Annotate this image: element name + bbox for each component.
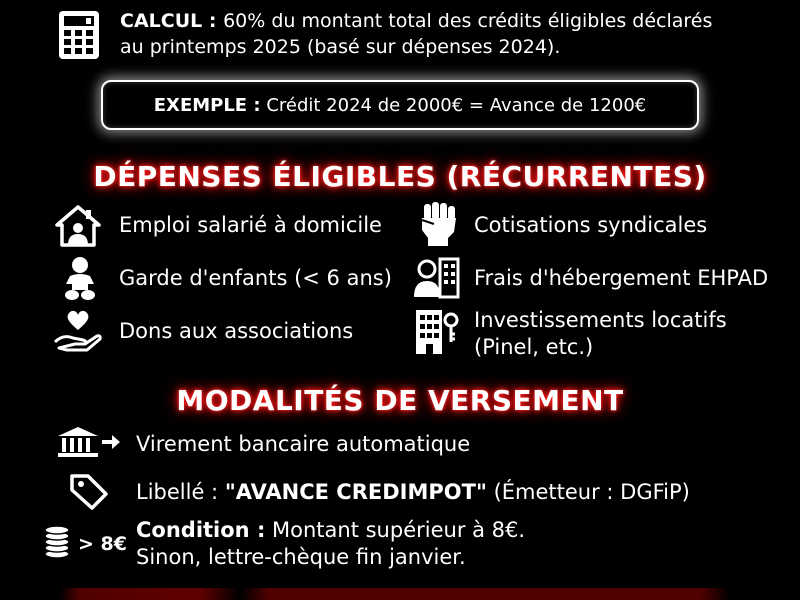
item-investissements bbox=[474, 307, 727, 361]
baby-icon bbox=[62, 256, 98, 302]
item-investissements-line1: Investissements locatifs bbox=[474, 308, 727, 332]
example-text: Crédit 2024 de 2000€ = Avance de 1200€ bbox=[266, 94, 647, 116]
elderly-building-icon bbox=[412, 255, 460, 299]
item-dons: Dons aux associations bbox=[119, 319, 354, 343]
calculator-icon bbox=[58, 10, 100, 60]
hand-heart-icon bbox=[53, 308, 103, 354]
item-cotisations: Cotisations syndicales bbox=[474, 213, 708, 237]
item-ehpad: Frais d'hébergement EHPAD bbox=[474, 266, 769, 290]
building-key-icon bbox=[414, 308, 460, 356]
calcul-text bbox=[120, 8, 780, 60]
condition-text bbox=[136, 517, 525, 571]
raised-fist-icon bbox=[418, 200, 458, 248]
calcul-label: CALCUL : bbox=[120, 10, 217, 32]
condition-label: Condition : bbox=[136, 518, 266, 542]
example-label: EXEMPLE : bbox=[153, 94, 261, 116]
libelle-value: "AVANCE CREDIMPOT" bbox=[224, 480, 487, 504]
libelle-text bbox=[136, 480, 690, 504]
coins-icon bbox=[44, 524, 74, 560]
virement-text: Virement bancaire automatique bbox=[136, 432, 471, 456]
item-investissements-line2: (Pinel, etc.) bbox=[474, 335, 594, 359]
modalites-title: MODALITÉS DE VERSEMENT bbox=[176, 384, 624, 417]
bank-arrow-icon bbox=[56, 425, 122, 459]
depenses-title: DÉPENSES ÉLIGIBLES (RÉCURRENTES) bbox=[93, 160, 707, 193]
condition-value: Montant supérieur à 8€. bbox=[265, 518, 526, 542]
house-person-icon bbox=[55, 205, 101, 247]
item-emploi: Emploi salarié à domicile bbox=[119, 213, 382, 237]
condition-icon-text: > 8€ bbox=[78, 533, 127, 555]
item-garde: Garde d'enfants (< 6 ans) bbox=[119, 266, 392, 290]
libelle-suffix: (Émetteur : DGFiP) bbox=[486, 480, 690, 504]
tag-icon bbox=[68, 472, 108, 510]
bottom-decoration bbox=[0, 588, 800, 600]
libelle-prefix: Libellé : bbox=[136, 480, 225, 504]
calcul-line1: 60% du montant total des crédits éligibles déclarés bbox=[223, 10, 713, 32]
example-box bbox=[101, 80, 699, 130]
condition-line2: Sinon, lettre-chèque fin janvier. bbox=[136, 545, 466, 569]
calcul-line2: au printemps 2025 (basé sur dépenses 2024). bbox=[120, 36, 561, 58]
